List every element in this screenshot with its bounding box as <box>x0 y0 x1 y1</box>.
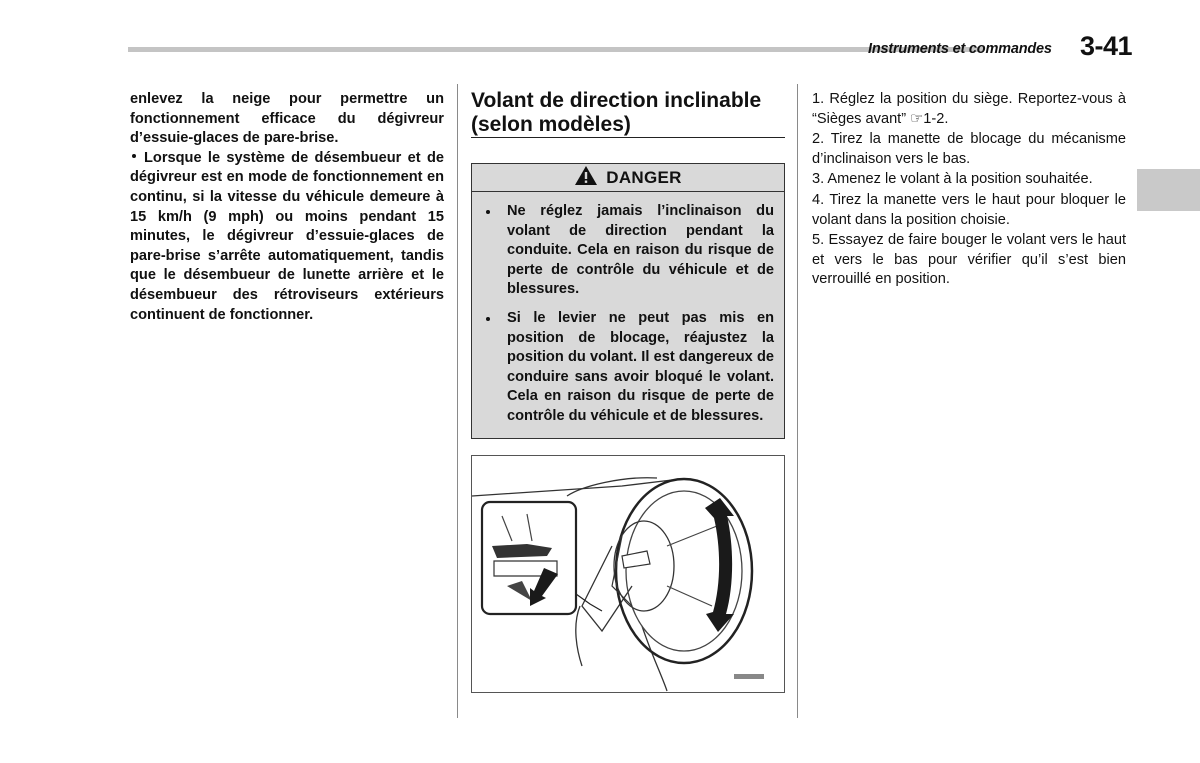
chapter-tab <box>1137 169 1200 211</box>
left-bullet-text: Lorsque le système de désembueur et de dégivreur est en mode de fonctionnement en continu, si la vitesse du véhicule demeure à 15 km/h (9 mph) ou moins pendant 15 minutes, le dégivreur d’essuie-glaces de pare-brise s’arrête automatiquement, tandis que le désembueur de lunette arrière et le désembueur des rétroviseurs extérieurs continuent de fonctionner. <box>130 149 444 323</box>
danger-item-text: Ne réglez jamais l’inclinaison du volant de direction pendant la conduite. Cela en raison du risque de perte de contrôle du véhicule et de blessures. <box>507 203 774 298</box>
bullet-icon <box>486 317 490 321</box>
header-rule <box>128 47 984 52</box>
danger-item-text: Si le levier ne peut pas mis en position de blocage, réajustez la position du volant. Il est dangereux de conduire sans avoir bloqué le volant. Cela en raison du risque de perte de contrôle du véhicule et de blessures. <box>507 309 774 424</box>
danger-header <box>472 164 784 192</box>
title-underline <box>471 137 785 138</box>
step-item: 5. Essayez de faire bouger le volant vers le haut et vers le bas pour vérifier qu’il s’est bien verrouillé en position. <box>812 232 1126 288</box>
section-title: Volant de direction inclinable (selon modèles) <box>471 89 762 136</box>
danger-item <box>482 202 774 300</box>
adjustment-steps <box>812 90 1126 291</box>
tilt-steering-illustration <box>471 455 785 693</box>
danger-list <box>482 202 774 436</box>
danger-label: DANGER <box>606 167 682 187</box>
warning-triangle-icon <box>574 165 598 191</box>
header-section-title: Instruments et commandes <box>868 41 1052 57</box>
danger-item <box>482 309 774 427</box>
bullet-icon <box>486 210 490 214</box>
left-paragraph-continued: enlevez la neige pour permettre un fonctionnement efficace du dégivreur d’essuie-glaces de pare-brise. <box>130 91 444 147</box>
left-bullet-paragraph <box>130 149 444 325</box>
step-item: 2. Tirez la manette de blocage du mécanisme d’inclinaison vers le bas. <box>812 131 1126 167</box>
page-number: 3-41 <box>1080 31 1133 61</box>
step-item: 1. Réglez la position du siège. Reportez-vous à “Sièges avant” ☞1-2. <box>812 91 1126 127</box>
left-column <box>130 90 444 325</box>
step-item: 3. Amenez le volant à la position souhaitée. <box>812 171 1093 188</box>
column-divider-left <box>457 84 458 718</box>
step-item: 4. Tirez la manette vers le haut pour bloquer le volant dans la position choisie. <box>812 191 1126 228</box>
column-divider-right <box>797 84 798 718</box>
danger-box <box>471 163 785 439</box>
bullet-icon <box>132 154 136 158</box>
